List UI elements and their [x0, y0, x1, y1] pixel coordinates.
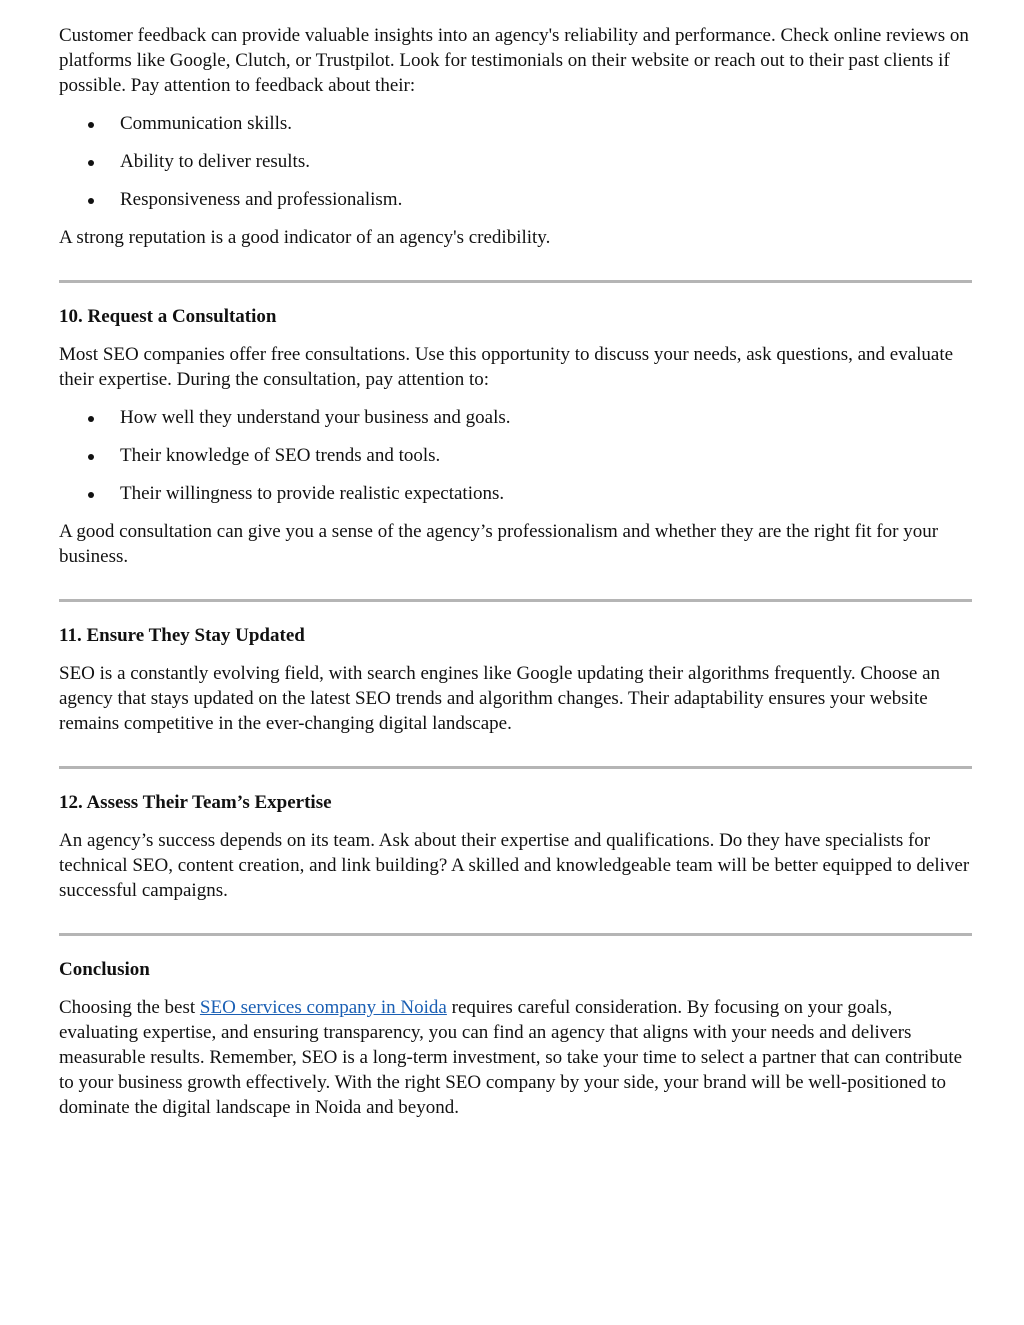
bullet-icon	[88, 160, 94, 166]
intro-closing: A strong reputation is a good indicator of an agency's credibility.	[59, 227, 551, 248]
list-item	[59, 443, 972, 468]
list-item	[59, 405, 972, 430]
bullet-icon	[88, 122, 94, 128]
bullet-icon	[88, 492, 94, 498]
section-10-paragraph: Most SEO companies offer free consultations. Use this opportunity to discuss your needs, ask questions, and evaluate their expertise. During the consultation, pay attention to:	[59, 344, 954, 390]
list-item	[59, 187, 972, 212]
section-12-paragraph: An agency’s success depends on its team. Ask about their expertise and qualifications. Do they have specialists for technical SEO, content creation, and link building? A skilled and knowledgeable team will be better equipped to deliver successful campaigns.	[59, 830, 970, 901]
list-item-text: How well they understand your business and goals.	[120, 407, 511, 428]
conclusion-text-before-link: Choosing the best	[59, 997, 200, 1018]
intro-bullet-list	[59, 111, 972, 212]
conclusion-heading: Conclusion	[59, 959, 150, 980]
intro-paragraph: Customer feedback can provide valuable insights into an agency's reliability and performance. Check online reviews on platforms like Google, Clutch, or Trustpilot. Look for testimonials on their website or reach out to their past clients if possible. Pay attention to feedback about their:	[59, 25, 969, 96]
section-10-closing: A good consultation can give you a sense of the agency’s professionalism and whether they are the right fit for your business.	[59, 521, 939, 567]
list-item	[59, 111, 972, 136]
list-item	[59, 149, 972, 174]
bullet-icon	[88, 198, 94, 204]
section-heading-10: 10. Request a Consultation	[59, 306, 277, 327]
list-item-text: Their willingness to provide realistic expectations.	[120, 483, 505, 504]
section-heading-12: 12. Assess Their Team’s Expertise	[59, 792, 332, 813]
list-item-text: Their knowledge of SEO trends and tools.	[120, 445, 441, 466]
conclusion-text-after-link: requires careful consideration. By focusing on your goals, evaluating expertise, and ensuring transparency, you can find an agency that aligns with your needs and delivers measurable results. Remember, SEO is a long-term investment, so take your time to select a partner that can contribute to your business growth effectively. With the right SEO company by your side, your brand will be well-positioned to dominate the digital landscape in Noida and beyond.	[59, 997, 963, 1118]
section-heading-11: 11. Ensure They Stay Updated	[59, 625, 305, 646]
section-11-paragraph: SEO is a constantly evolving field, with search engines like Google updating their algorithms frequently. Choose an agency that stays updated on the latest SEO trends and algorithm changes. Their adaptability ensures your website remains competitive in the ever-changing digital landscape.	[59, 663, 941, 734]
bullet-icon	[88, 454, 94, 460]
list-item-text: Ability to deliver results.	[120, 151, 310, 172]
seo-services-link[interactable]: SEO services company in Noida	[199, 997, 447, 1018]
bullet-icon	[88, 416, 94, 422]
section-10-bullet-list	[59, 405, 972, 506]
list-item	[59, 481, 972, 506]
list-item-text: Communication skills.	[120, 113, 293, 134]
conclusion-paragraph	[59, 995, 972, 1120]
list-item-text: Responsiveness and professionalism.	[120, 189, 403, 210]
